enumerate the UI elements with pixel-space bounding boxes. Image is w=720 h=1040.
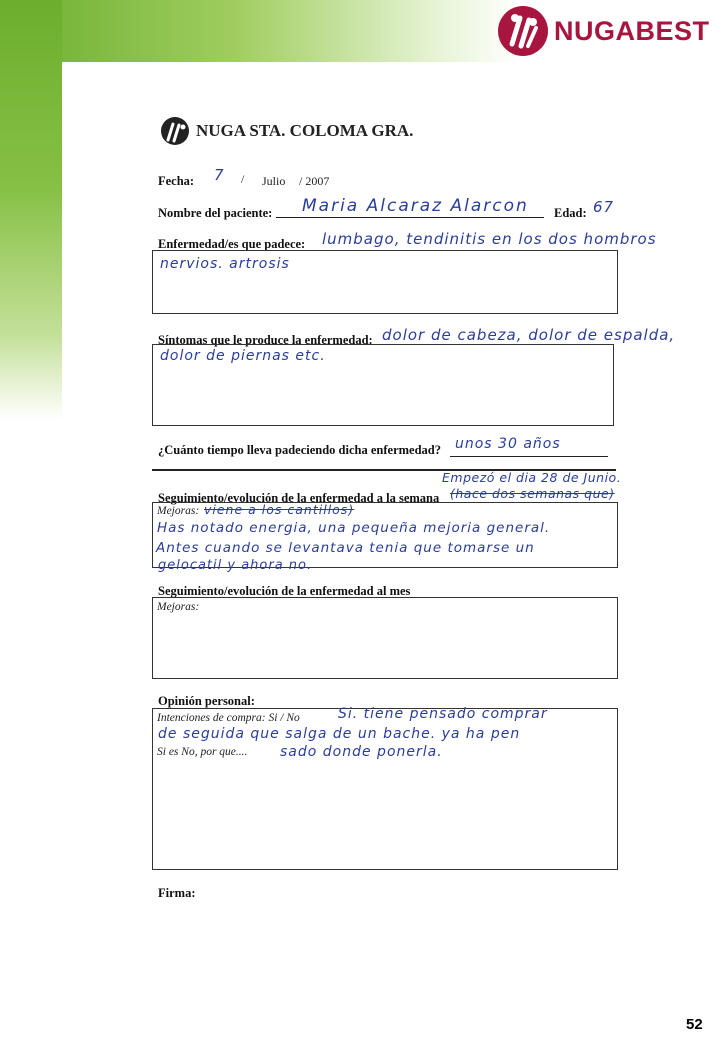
semana-label: Seguimiento/evolución de la enfermedad a la semana — [158, 491, 440, 505]
intenciones-label: Intenciones de compra: Si / No — [157, 712, 300, 724]
si-no-label: Si es No, por que.... — [157, 746, 248, 758]
page-number: 52 — [686, 1016, 703, 1033]
mes-label: Seguimiento/evolución de la enfermedad al mes — [158, 584, 411, 598]
paciente-value: Maria Alcaraz Alarcon — [302, 196, 529, 216]
fecha-year: / 2007 — [299, 174, 330, 188]
semana-line1: Has notado energia, una pequeña mejoria general. — [157, 520, 551, 536]
fecha-sep: / — [241, 174, 245, 186]
sintomas-label: Síntomas que le produce la enfermedad: — [158, 333, 373, 347]
clinic-name: NUGA STA. COLOMA GRA. — [196, 121, 414, 140]
edad-value: 67 — [593, 198, 615, 216]
opinion-label: Opinión personal: — [158, 694, 255, 708]
enfermedad-line1: lumbago, tendinitis en los dos hombros — [322, 230, 657, 248]
header-gradient-bar — [0, 0, 520, 62]
enfermedad-label: Enfermedad/es que padece: — [158, 237, 306, 251]
brand-name: NUGABEST — [554, 15, 710, 46]
semana-note-top: Empezó el dia 28 de Junio. — [442, 470, 622, 485]
opinion-line1: Si. tiene pensado comprar — [338, 706, 548, 722]
paciente-underline — [276, 217, 544, 218]
edad-label: Edad: — [554, 206, 587, 220]
semana-line3: gelocatil y ahora no. — [158, 558, 313, 573]
paciente-label: Nombre del paciente: — [158, 206, 273, 220]
tiempo-value: unos 30 años — [455, 436, 561, 452]
semana-mejoras-label: Mejoras: — [157, 505, 200, 517]
fecha-label: Fecha: — [158, 174, 195, 188]
enfermedad-line2: nervios. artrosis — [160, 256, 290, 272]
opinion-line2: de seguida que salga de un bache. ya ha pen — [158, 726, 521, 742]
semana-line2: Antes cuando se levantava tenia que tomarse un — [156, 540, 535, 556]
sintomas-line1: dolor de cabeza, dolor de espalda, — [382, 326, 676, 344]
mes-mejoras-label: Mejoras: — [157, 601, 200, 613]
fecha-day: 7 — [214, 166, 225, 184]
mes-box — [152, 597, 618, 679]
form-header — [160, 116, 413, 146]
semana-note-strike: (hace dos semanas que) — [450, 486, 615, 501]
sintomas-line2: dolor de piernas etc. — [160, 348, 326, 364]
tiempo-underline — [450, 456, 608, 457]
nuga-logo-icon — [160, 116, 190, 146]
opinion-line3: sado donde ponerla. — [280, 744, 443, 760]
firma-label: Firma: — [158, 886, 196, 900]
tiempo-label: ¿Cuánto tiempo lleva padeciendo dicha enfermedad? — [158, 443, 441, 457]
brand-logo — [498, 6, 710, 56]
fecha-month: Julio — [262, 174, 286, 188]
side-gradient-bar — [0, 0, 62, 420]
semana-mejoras-strike: viene a los cantillos) — [204, 502, 355, 517]
nugabest-logo-icon — [498, 6, 548, 56]
